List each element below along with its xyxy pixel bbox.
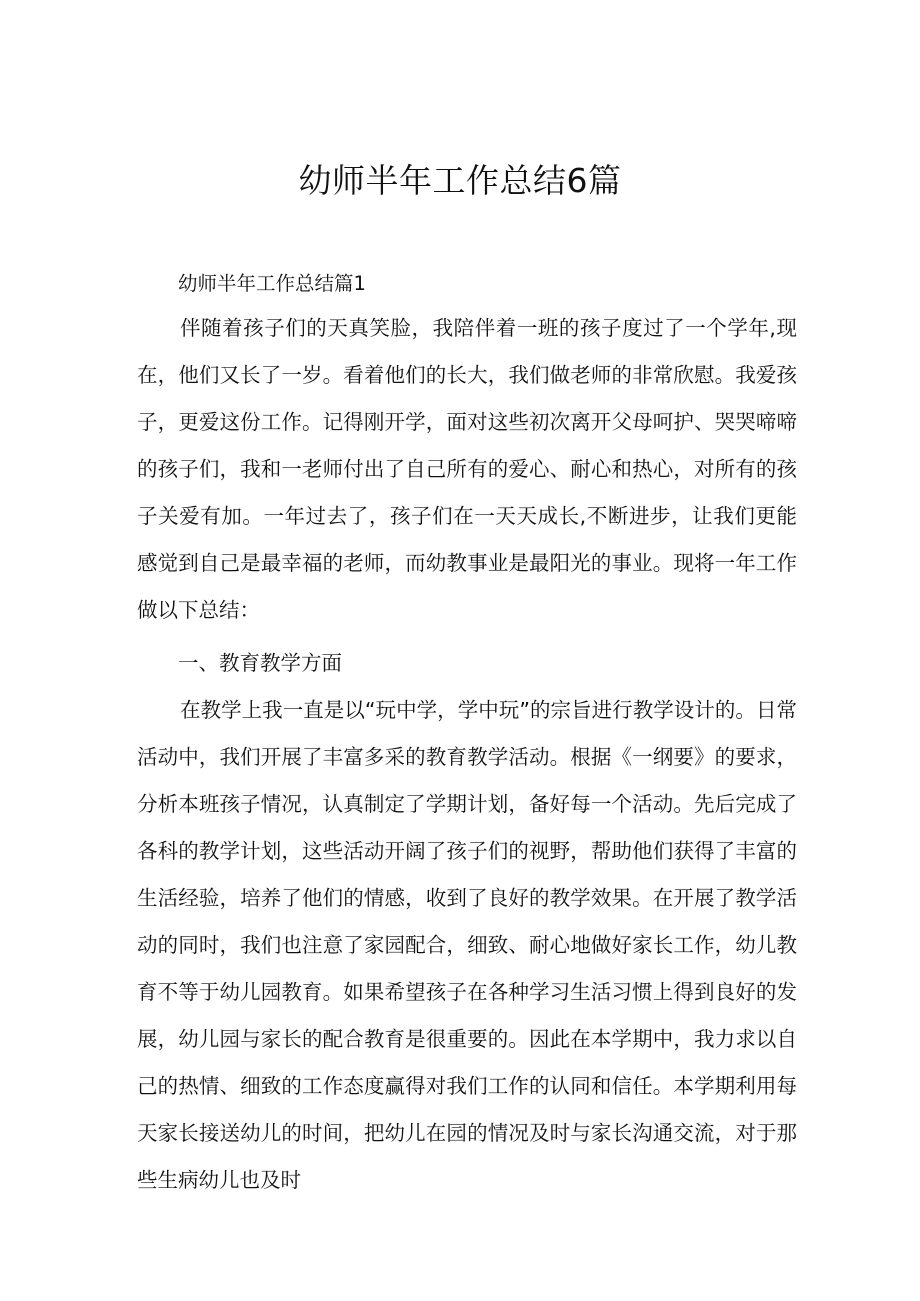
section-heading: 幼师半年工作总结篇1 [178, 272, 366, 295]
paragraph-intro: 伴随着孩子们的天真笑脸，我陪伴着一班的孩子度过了一个学年,现在，他们又长了一岁。看着他们的长大，我们做老师的非常欣慰。我爱孩子，更爱这份工作。记得刚开学，面对这些初次离开父母呵护、哭哭啼啼的孩子们，我和一老师付出了自己所有的爱心、耐心和热心，对所有的孩子关爱有加。一年过去了，孩子们在一天天成长,不断进步，让我们更能感觉到自己是最幸福的老师，而幼教事业是最阳光的事业。现将一年工作做以下总结： [137, 316, 797, 622]
subheading-education-teaching: 一、教育教学方面 [178, 651, 342, 675]
paragraph-education-teaching: 在教学上我一直是以“玩中学，学中玩”的宗旨进行教学设计的。日常活动中，我们开展了丰富多采的教育教学活动。根据《一纲要》的要求，分析本班孩子情况，认真制定了学期计划，备好每一个活动。先后完成了各科的教学计划，这些活动开阔了孩子们的视野，帮助他们获得了丰富的生活经验，培养了他们的情感，收到了良好的教学效果。在开展了教学活动的同时，我们也注意了家园配合，细致、耐心地做好家长工作，幼儿教育不等于幼儿园教育。如果希望孩子在各种学习生活习惯上得到良好的发展，幼儿园与家长的配合教育是很重要的。因此在本学期中，我力求以自己的热情、细致的工作态度赢得对我们工作的认同和信任。本学期利用每天家长接送幼儿的时间，把幼儿在园的情况及时与家长沟通交流，对于那些生病幼儿也及时 [137, 698, 797, 1192]
document-title: 幼师半年工作总结6篇 [298, 161, 622, 200]
